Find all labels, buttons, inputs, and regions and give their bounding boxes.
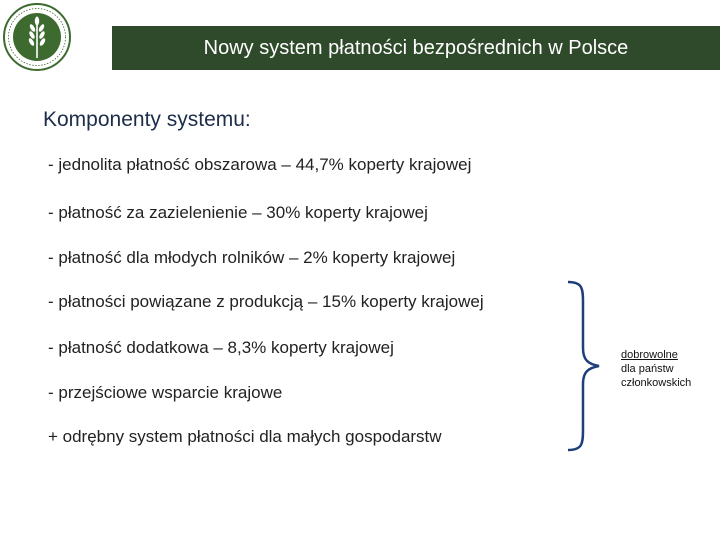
note-line-3: członkowskich [621, 377, 692, 389]
component-item: + odrębny system płatności dla małych gospodarstw [48, 427, 442, 446]
optional-note [621, 348, 691, 390]
component-item: - jednolita płatność obszarowa – 44,7% koperty krajowej [48, 155, 472, 174]
component-item: - płatność za zazielenienie – 30% koperty krajowej [48, 203, 428, 222]
section-subtitle: Komponenty systemu: [43, 108, 251, 131]
slide-title: Nowy system płatności bezpośrednich w Polsce [203, 37, 629, 59]
ministry-logo-icon [2, 2, 72, 72]
component-item: - płatność dodatkowa – 8,3% koperty krajowej [48, 338, 394, 357]
component-item: - przejściowe wsparcie krajowe [48, 383, 283, 402]
component-item: - płatność dla młodych rolników – 2% koperty krajowej [48, 248, 456, 267]
component-item: - płatności powiązane z produkcją – 15% koperty krajowej [48, 292, 484, 311]
note-line-1: dobrowolne [621, 349, 678, 361]
right-curly-brace [566, 280, 602, 452]
note-line-2: dla państw [621, 363, 674, 375]
